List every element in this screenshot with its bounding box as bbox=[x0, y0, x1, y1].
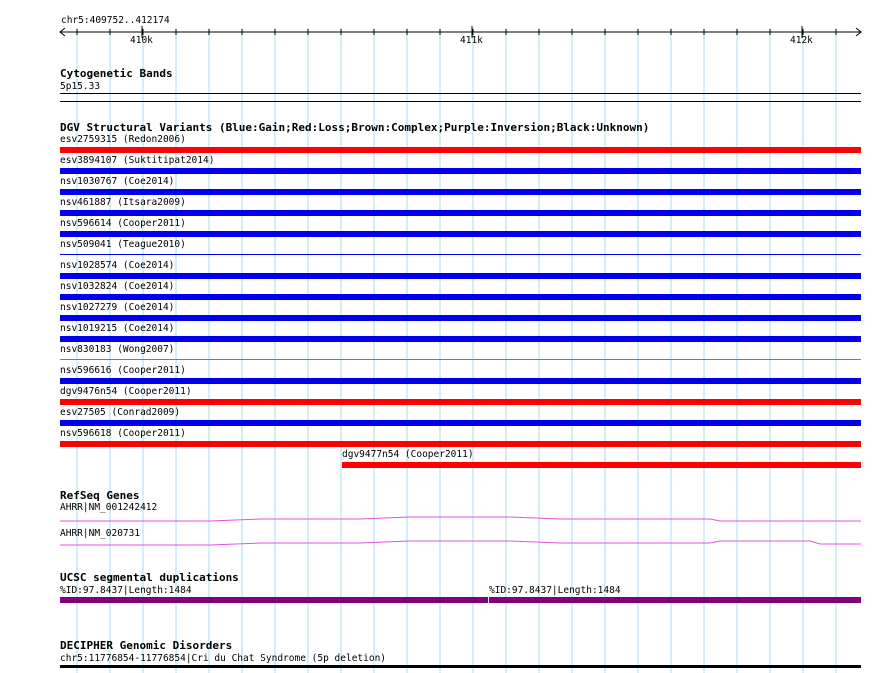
refseq-gene-label-2[interactable]: AHRR|NM_020731 bbox=[60, 528, 141, 539]
dgv-variant-bar[interactable] bbox=[60, 273, 861, 279]
cytoband-track-title[interactable]: Cytogenetic Bands bbox=[60, 67, 173, 80]
dgv-variant-bar[interactable] bbox=[60, 189, 861, 195]
dgv-variant-label[interactable]: nsv1032824 (Coe2014) bbox=[60, 281, 175, 292]
cytoband-band-top[interactable] bbox=[60, 93, 861, 94]
decipher-track-title[interactable]: DECIPHER Genomic Disorders bbox=[60, 639, 233, 652]
dgv-variant-bar[interactable] bbox=[342, 462, 861, 468]
segdup-bar-2[interactable] bbox=[489, 597, 861, 603]
dgv-variant-bar[interactable] bbox=[60, 147, 861, 153]
location-label: chr5:409752..412174 bbox=[61, 15, 170, 26]
dgv-variant-bar[interactable] bbox=[60, 315, 861, 321]
refseq-gene-2[interactable] bbox=[0, 534, 890, 548]
ruler-tick-410k: 410k bbox=[130, 35, 153, 46]
refseq-gene-1[interactable] bbox=[0, 510, 890, 524]
ruler-tick-411k: 411k bbox=[460, 35, 483, 46]
refseq-gene-label-1[interactable]: AHRR|NM_001242412 bbox=[60, 502, 158, 513]
dgv-variant-label[interactable]: nsv509041 (Teague2010) bbox=[60, 239, 186, 250]
decipher-feature-bar[interactable] bbox=[60, 665, 861, 668]
dgv-variant-label[interactable]: nsv830183 (Wong2007) bbox=[60, 344, 175, 355]
dgv-variant-bar[interactable] bbox=[60, 294, 861, 300]
dgv-variant-label[interactable]: nsv1030767 (Coe2014) bbox=[60, 176, 175, 187]
dgv-variant-label[interactable]: nsv1027279 (Coe2014) bbox=[60, 302, 175, 313]
segdup-label-2[interactable]: %ID:97.8437|Length:1484 bbox=[489, 585, 621, 596]
dgv-variant-label[interactable]: esv27505 (Conrad2009) bbox=[60, 407, 181, 418]
dgv-variant-label[interactable]: nsv596618 (Cooper2011) bbox=[60, 428, 186, 439]
dgv-variant-label[interactable]: dgv9477n54 (Cooper2011) bbox=[342, 449, 474, 460]
segdup-track-title[interactable]: UCSC segmental duplications bbox=[60, 571, 239, 584]
cytoband-label: 5p15.33 bbox=[60, 81, 101, 92]
dgv-variant-bar[interactable] bbox=[60, 359, 861, 360]
dgv-variant-label[interactable]: nsv461887 (Itsara2009) bbox=[60, 197, 186, 208]
dgv-variant-label[interactable]: dgv9476n54 (Cooper2011) bbox=[60, 386, 192, 397]
dgv-track-title[interactable]: DGV Structural Variants (Blue:Gain;Red:Loss;Brown:Complex;Purple:Inversion;Black:Unknown) bbox=[60, 121, 650, 134]
dgv-variant-bar[interactable] bbox=[60, 254, 861, 255]
refseq-track-title[interactable]: RefSeq Genes bbox=[60, 489, 140, 502]
dgv-variant-bar[interactable] bbox=[60, 441, 861, 447]
dgv-variant-label[interactable]: nsv1028574 (Coe2014) bbox=[60, 260, 175, 271]
dgv-variant-label[interactable]: esv3894107 (Suktitipat2014) bbox=[60, 155, 215, 166]
dgv-variant-bar[interactable] bbox=[60, 168, 861, 174]
dgv-variant-label[interactable]: esv2759315 (Redon2006) bbox=[60, 134, 186, 145]
dgv-variant-bar[interactable] bbox=[60, 210, 861, 216]
dgv-variant-label[interactable]: nsv1019215 (Coe2014) bbox=[60, 323, 175, 334]
decipher-feature-label[interactable]: chr5:11776854-11776854|Cri du Chat Syndrome (5p deletion) bbox=[60, 653, 387, 664]
dgv-variant-bar[interactable] bbox=[60, 336, 861, 342]
segdup-bar-1[interactable] bbox=[60, 597, 488, 603]
cytoband-band-bottom[interactable] bbox=[60, 101, 861, 102]
dgv-variant-bar[interactable] bbox=[60, 420, 861, 426]
dgv-variant-label[interactable]: nsv596614 (Cooper2011) bbox=[60, 218, 186, 229]
dgv-variant-bar[interactable] bbox=[60, 399, 861, 405]
dgv-variant-label[interactable]: nsv596616 (Cooper2011) bbox=[60, 365, 186, 376]
dgv-variant-bar[interactable] bbox=[60, 231, 861, 237]
ruler-tick-412k: 412k bbox=[790, 35, 813, 46]
dgv-variant-bar[interactable] bbox=[60, 378, 861, 384]
segdup-label-1[interactable]: %ID:97.8437|Length:1484 bbox=[60, 585, 192, 596]
